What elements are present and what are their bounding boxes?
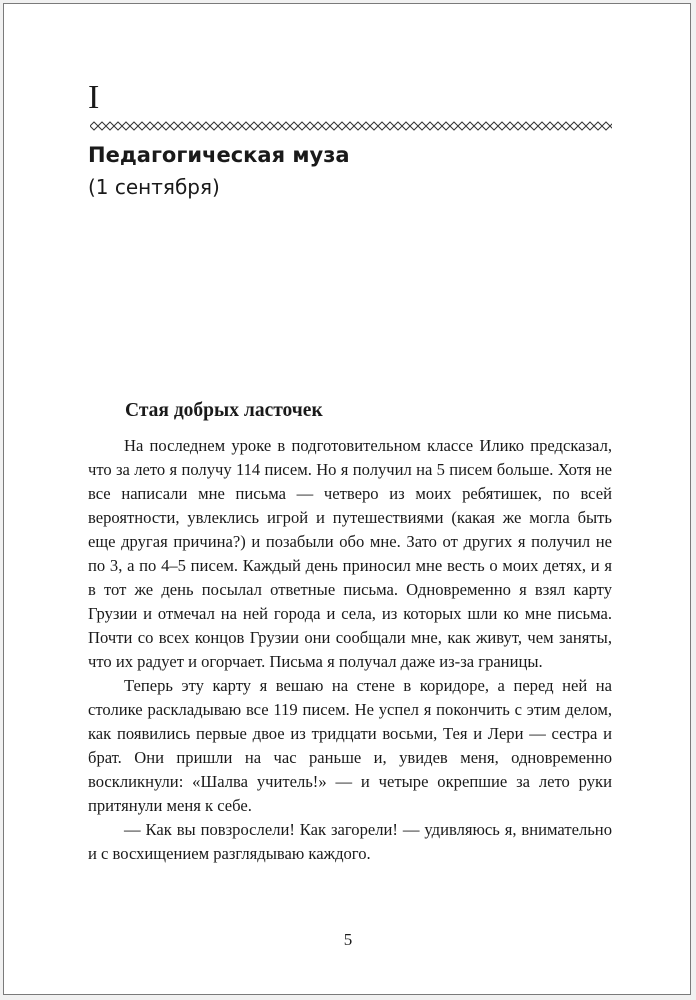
- section-heading: Стая добрых ласточек: [125, 400, 323, 421]
- chapter-date: (1 сентября): [88, 175, 220, 199]
- chapter-title: Педагогическая муза: [88, 143, 350, 167]
- chapter-number: I: [88, 79, 100, 116]
- body-text: [88, 434, 612, 866]
- paragraph: На последнем уроке в подготовительном классе Илико предсказал, что за лето я получу 114 писем. Но я получил на 5 писем больше. Хотя не все написали мне письма — четверо из моих ребятишек, по всей вероятности, увлеклись игрой и путешествиями (какая же могла быть еще другая причина?) и позабыли обо мне. Зато от других я получил не по 3, а по 4–5 писем. Каждый день приносил мне весть о моих детях, и я в тот же день посылал ответные письма. Одновременно я взял карту Грузии и отмечал на ней города и села, из которых шли ко мне письма. Почти со всех концов Грузии они сообщали мне, как живут, чем заняты, что их радует и огорчает. Письма я получал даже из-за границы.: [88, 436, 612, 671]
- page-number: 5: [343, 930, 353, 949]
- paragraph: — Как вы повзрослели! Как загорели! — удивляюсь я, внимательно и с восхищением разглядываю каждого.: [88, 820, 612, 863]
- paragraph: Теперь эту карту я вешаю на стене в коридоре, а перед ней на столике раскладываю все 119 писем. Не успел я покончить с этим делом, как появились первые двое из тридцати восьми, Тея и Лери — сестра и брат. Они пришли на час раньше и, увидев меня, одновременно воскликнули: «Шалва учитель!» — и четыре окрепшие за лето руки притянули меня к себе.: [88, 676, 612, 815]
- ornament-divider: [90, 120, 612, 132]
